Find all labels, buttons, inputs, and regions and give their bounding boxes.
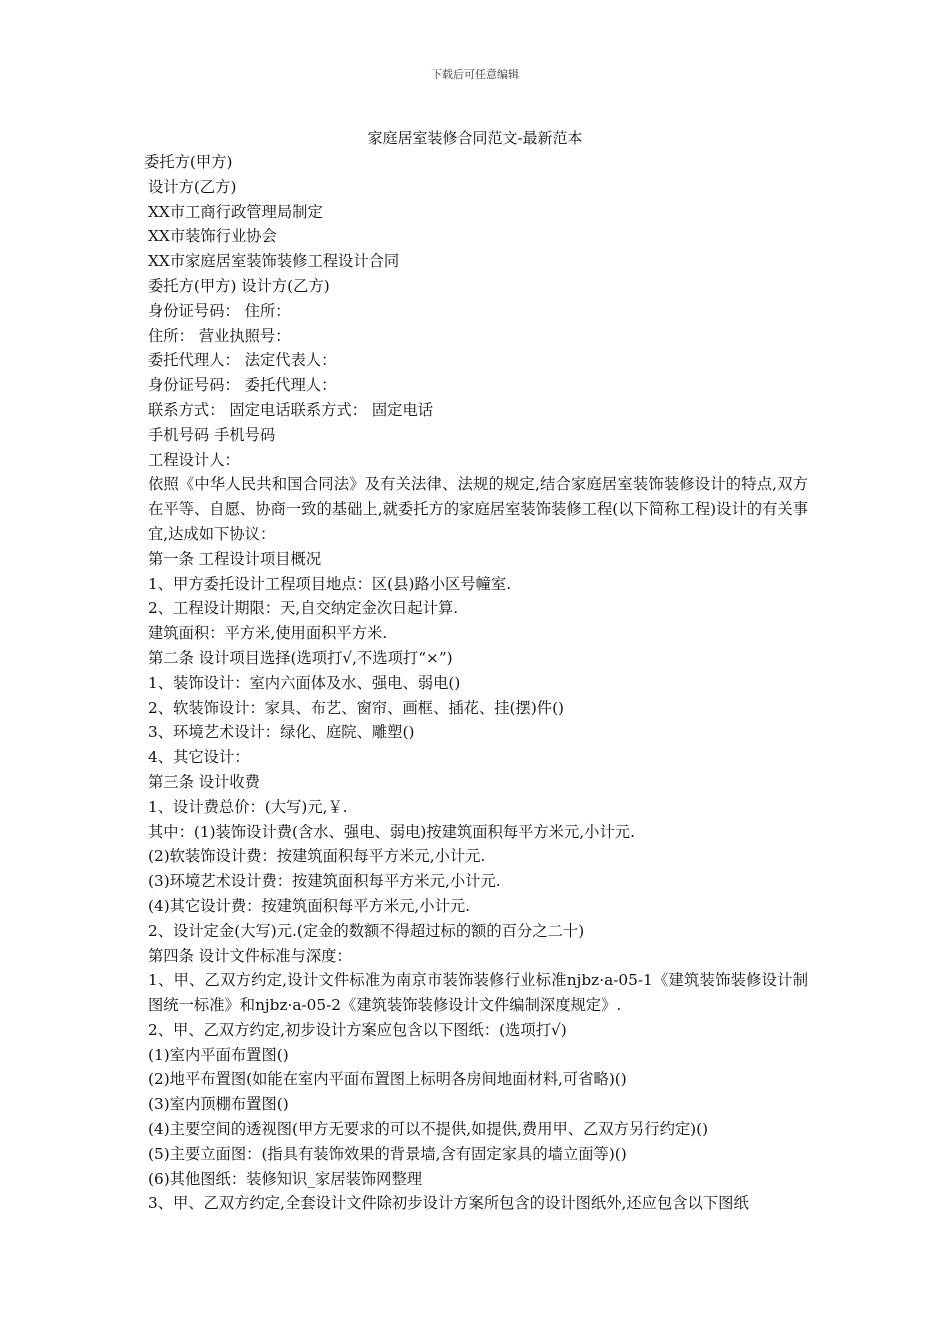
- document-body: [144, 150, 808, 1216]
- text-line: XX市装饰行业协会: [148, 227, 277, 246]
- text-line: 住所： 营业执照号：: [148, 326, 291, 345]
- design-standard-paragraph: 1、甲、乙双方约定,设计文件标准为南京市装饰装修行业标准njbz·a-05-1《建筑装饰装修设计制图统一标准》和njbz·a-05-2《建筑装饰装修设计文件编制深度规定》.: [148, 971, 808, 1015]
- text-line: 4、其它设计：: [148, 748, 250, 767]
- text-line: 3、环境艺术设计：绿化、庭院、雕塑(): [148, 723, 415, 742]
- text-line: 身份证号码： 委托代理人：: [148, 376, 337, 395]
- text-line: XX市家庭居室装饰装修工程设计合同: [148, 252, 400, 271]
- text-line: (6)其他图纸：装修知识_家居装饰网整理: [148, 1169, 423, 1188]
- text-line: 2、工程设计期限：天,自交纳定金次日起计算.: [148, 599, 459, 618]
- text-line: 工程设计人：: [148, 450, 240, 469]
- text-line: 第四条 设计文件标准与深度：: [148, 946, 352, 965]
- text-line: 2、软装饰设计：家具、布艺、窗帘、画框、插花、挂(摆)件(): [148, 698, 565, 717]
- text-line: 委托方(甲方) 设计方(乙方): [148, 276, 330, 295]
- text-line: 2、甲、乙双方约定,初步设计方案应包含以下图纸：(选项打√): [148, 1020, 567, 1039]
- contract-parties-block: [144, 150, 808, 472]
- text-line: (3)室内顶棚布置图(): [148, 1095, 289, 1114]
- text-line: (4)主要空间的透视图(甲方无要求的可以不提供,如提供,费用甲、乙双方另行约定)(): [148, 1120, 709, 1139]
- text-line: (2)软装饰设计费：按建筑面积每平方米元,小计元.: [148, 847, 486, 866]
- text-line: 2、设计定金(大写)元.(定金的数额不得超过标的额的百分之二十): [148, 921, 585, 940]
- text-line: (5)主要立面图：(指具有装饰效果的背景墙,含有固定家具的墙立面等)(): [148, 1144, 627, 1163]
- text-line: XX市工商行政管理局制定: [148, 202, 323, 221]
- text-line: 1、设计费总价：(大写)元,￥.: [148, 797, 348, 816]
- text-line: 委托方(甲方): [144, 153, 233, 171]
- text-line: 第三条 设计收费: [148, 772, 260, 791]
- text-line: 身份证号码： 住所：: [148, 301, 291, 320]
- text-line: 1、甲方委托设计工程项目地点：区(县)路小区号幢室.: [148, 574, 512, 593]
- text-line: 其中：(1)装饰设计费(含水、强电、弱电)按建筑面积每平方米元,小计元.: [148, 822, 635, 841]
- text-line: (2)地平布置图(如能在室内平面布置图上标明各房间地面材料,可省略)(): [148, 1070, 627, 1089]
- text-line: 1、装饰设计：室内六面体及水、强电、弱电(): [148, 673, 461, 692]
- text-line: (3)环境艺术设计费：按建筑面积每平方米元,小计元.: [148, 872, 501, 891]
- drawings-block: [144, 1018, 808, 1216]
- text-line: 委托代理人： 法定代表人：: [148, 351, 337, 370]
- text-line: (1)室内平面布置图(): [148, 1045, 289, 1064]
- text-line: 第一条 工程设计项目概况: [148, 549, 322, 568]
- header-note: 下载后可任意编辑: [431, 68, 519, 81]
- text-line: 建筑面积：平方米,使用面积平方米.: [148, 624, 388, 643]
- text-line: 手机号码 手机号码: [148, 425, 276, 444]
- preamble-paragraph: 依照《中华人民共和国合同法》及有关法律、法规的规定,结合家庭居室装饰装修设计的特点,双方在平等、自愿、协商一致的基础上,就委托方的家庭居室装饰装修工程(以下简称工程)设计的有关事宜,达成如下协议：: [148, 475, 808, 543]
- text-line: 联系方式： 固定电话联系方式： 固定电话: [148, 400, 434, 419]
- document-title: 家庭居室装修合同范文-最新范本: [367, 129, 583, 147]
- text-line: (4)其它设计费：按建筑面积每平方米元,小计元.: [148, 896, 471, 915]
- text-line: 设计方(乙方): [148, 177, 237, 196]
- text-line: 3、甲、乙双方约定,全套设计文件除初步设计方案所包含的设计图纸外,还应包含以下图纸: [148, 1194, 749, 1213]
- articles-block: [144, 547, 808, 969]
- text-line: 第二条 设计项目选择(选项打√,不选项打“×”): [148, 648, 453, 667]
